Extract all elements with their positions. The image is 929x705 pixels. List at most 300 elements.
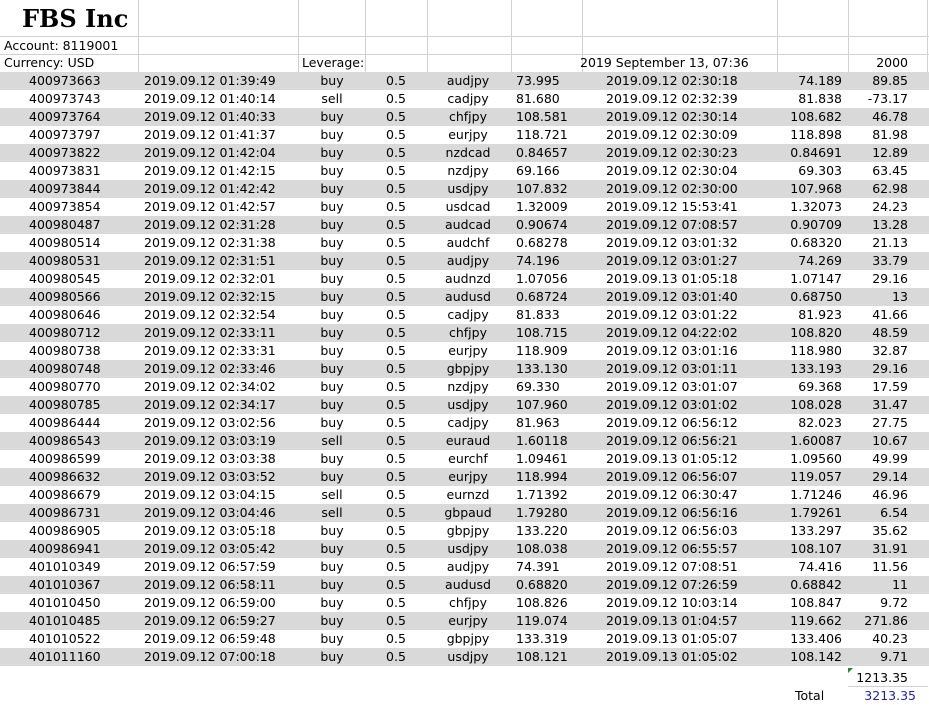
open-time-cell: 2019.09.12 06:59:27 — [144, 613, 276, 628]
open-time-cell: 2019.09.12 06:58:11 — [144, 577, 276, 592]
profit-cell: 41.66 — [872, 307, 908, 322]
open-price-cell: 1.79280 — [516, 505, 568, 520]
table-row — [0, 522, 929, 540]
symbol-cell: gbpjpy — [446, 361, 490, 376]
close-time-cell: 2019.09.12 06:56:12 — [606, 415, 738, 430]
close-time-cell: 2019.09.12 03:01:27 — [606, 253, 738, 268]
grid-line — [0, 54, 929, 55]
ticket-cell: 400980514 — [29, 235, 101, 250]
ticket-cell: 400980531 — [29, 253, 101, 268]
profit-cell: 29.16 — [872, 271, 908, 286]
open-time-cell: 2019.09.12 01:42:04 — [144, 145, 276, 160]
close-time-cell: 2019.09.12 03:01:07 — [606, 379, 738, 394]
open-price-cell: 118.721 — [516, 127, 568, 142]
open-price-cell: 69.166 — [516, 163, 560, 178]
close-price-cell: 133.193 — [790, 361, 842, 376]
close-price-cell: 108.142 — [790, 649, 842, 664]
size-cell: 0.5 — [386, 433, 406, 448]
profit-cell: 46.78 — [872, 109, 908, 124]
profit-cell: 46.96 — [872, 487, 908, 502]
close-price-cell: 119.057 — [790, 469, 842, 484]
size-cell: 0.5 — [386, 307, 406, 322]
open-time-cell: 2019.09.12 02:31:38 — [144, 235, 276, 250]
symbol-cell: nzdjpy — [447, 379, 489, 394]
table-row — [0, 90, 929, 108]
size-cell: 0.5 — [386, 451, 406, 466]
size-cell: 0.5 — [386, 289, 406, 304]
profit-cell: 81.98 — [872, 127, 908, 142]
close-price-cell: 108.820 — [790, 325, 842, 340]
symbol-cell: audnzd — [445, 271, 491, 286]
size-cell: 0.5 — [386, 613, 406, 628]
profit-cell: 31.47 — [872, 397, 908, 412]
type-cell: buy — [320, 379, 344, 394]
close-time-cell: 2019.09.12 03:01:32 — [606, 235, 738, 250]
type-cell: buy — [320, 325, 344, 340]
close-time-cell: 2019.09.12 02:30:00 — [606, 181, 738, 196]
profit-cell: 31.91 — [872, 541, 908, 556]
profit-cell: 9.72 — [880, 595, 908, 610]
profit-cell: 13.28 — [872, 217, 908, 232]
open-time-cell: 2019.09.12 01:42:42 — [144, 181, 276, 196]
profit-cell: 6.54 — [880, 505, 908, 520]
ticket-cell: 400986444 — [29, 415, 101, 430]
type-cell: buy — [320, 73, 344, 88]
table-row — [0, 342, 929, 360]
table-row — [0, 648, 929, 666]
profit-cell: 17.59 — [872, 379, 908, 394]
open-time-cell: 2019.09.12 01:42:57 — [144, 199, 276, 214]
ticket-cell: 400973831 — [29, 163, 101, 178]
symbol-cell: cadjpy — [447, 91, 489, 106]
table-row — [0, 108, 929, 126]
close-price-cell: 69.303 — [798, 163, 842, 178]
table-row — [0, 594, 929, 612]
ticket-cell: 401010349 — [29, 559, 101, 574]
close-price-cell: 108.847 — [790, 595, 842, 610]
close-price-cell: 118.980 — [790, 343, 842, 358]
close-time-cell: 2019.09.13 01:04:57 — [606, 613, 738, 628]
type-cell: sell — [321, 487, 343, 502]
profit-cell: -73.17 — [867, 91, 908, 106]
ticket-cell: 400980646 — [29, 307, 101, 322]
type-cell: buy — [320, 217, 344, 232]
type-cell: buy — [320, 271, 344, 286]
close-price-cell: 81.838 — [798, 91, 842, 106]
table-row — [0, 378, 929, 396]
open-price-cell: 74.391 — [516, 559, 560, 574]
size-cell: 0.5 — [386, 127, 406, 142]
open-time-cell: 2019.09.12 06:57:59 — [144, 559, 276, 574]
open-price-cell: 133.130 — [516, 361, 568, 376]
size-cell: 0.5 — [386, 145, 406, 160]
size-cell: 0.5 — [386, 487, 406, 502]
open-time-cell: 2019.09.12 03:05:42 — [144, 541, 276, 556]
table-row — [0, 486, 929, 504]
profit-cell: 271.86 — [864, 613, 908, 628]
ticket-cell: 400986731 — [29, 505, 101, 520]
type-cell: sell — [321, 91, 343, 106]
open-price-cell: 74.196 — [516, 253, 560, 268]
ticket-cell: 400980770 — [29, 379, 101, 394]
type-cell: buy — [320, 289, 344, 304]
size-cell: 0.5 — [386, 523, 406, 538]
table-row — [0, 306, 929, 324]
profit-cell: 29.16 — [872, 361, 908, 376]
ticket-cell: 400973663 — [29, 73, 101, 88]
close-time-cell: 2019.09.12 02:30:09 — [606, 127, 738, 142]
open-price-cell: 0.68278 — [516, 235, 568, 250]
open-time-cell: 2019.09.12 02:33:11 — [144, 325, 276, 340]
close-time-cell: 2019.09.12 02:30:14 — [606, 109, 738, 124]
symbol-cell: usdjpy — [447, 397, 489, 412]
profit-cell: 63.45 — [872, 163, 908, 178]
close-price-cell: 1.09560 — [790, 451, 842, 466]
size-cell: 0.5 — [386, 631, 406, 646]
close-price-cell: 107.968 — [790, 181, 842, 196]
close-price-cell: 108.107 — [790, 541, 842, 556]
symbol-cell: nzdjpy — [447, 163, 489, 178]
trades-table — [0, 72, 929, 666]
close-price-cell: 0.84691 — [790, 145, 842, 160]
ticket-cell: 400973743 — [29, 91, 101, 106]
type-cell: sell — [321, 433, 343, 448]
type-cell: buy — [320, 577, 344, 592]
open-price-cell: 108.581 — [516, 109, 568, 124]
type-cell: buy — [320, 181, 344, 196]
open-time-cell: 2019.09.12 02:33:31 — [144, 343, 276, 358]
close-time-cell: 2019.09.12 02:32:39 — [606, 91, 738, 106]
profit-cell: 33.79 — [872, 253, 908, 268]
symbol-cell: cadjpy — [447, 415, 489, 430]
close-time-cell: 2019.09.12 03:01:40 — [606, 289, 738, 304]
symbol-cell: audchf — [446, 235, 490, 250]
open-time-cell: 2019.09.12 02:32:54 — [144, 307, 276, 322]
open-time-cell: 2019.09.12 01:39:49 — [144, 73, 276, 88]
profit-cell: 9.71 — [880, 649, 908, 664]
size-cell: 0.5 — [386, 577, 406, 592]
symbol-cell: eurchf — [448, 451, 488, 466]
size-cell: 0.5 — [386, 595, 406, 610]
table-row — [0, 234, 929, 252]
size-cell: 0.5 — [386, 469, 406, 484]
table-row — [0, 540, 929, 558]
close-time-cell: 2019.09.12 02:30:23 — [606, 145, 738, 160]
total-label: Total — [795, 688, 825, 703]
open-time-cell: 2019.09.12 03:05:18 — [144, 523, 276, 538]
symbol-cell: audjpy — [446, 253, 490, 268]
table-row — [0, 72, 929, 90]
open-time-cell: 2019.09.12 01:40:33 — [144, 109, 276, 124]
size-cell: 0.5 — [386, 415, 406, 430]
open-price-cell: 1.07056 — [516, 271, 568, 286]
table-row — [0, 576, 929, 594]
close-price-cell: 1.32073 — [790, 199, 842, 214]
type-cell: buy — [320, 613, 344, 628]
profit-cell: 32.87 — [872, 343, 908, 358]
type-cell: buy — [320, 163, 344, 178]
open-time-cell: 2019.09.12 03:03:38 — [144, 451, 276, 466]
profit-cell: 11.56 — [872, 559, 908, 574]
ticket-cell: 401010450 — [29, 595, 101, 610]
close-price-cell: 0.68842 — [790, 577, 842, 592]
account-label: Account: 8119001 — [4, 38, 119, 53]
profit-cell: 62.98 — [872, 181, 908, 196]
size-cell: 0.5 — [386, 91, 406, 106]
table-row — [0, 162, 929, 180]
type-cell: buy — [320, 631, 344, 646]
open-price-cell: 108.826 — [516, 595, 568, 610]
open-time-cell: 2019.09.12 02:34:02 — [144, 379, 276, 394]
close-price-cell: 133.406 — [790, 631, 842, 646]
profit-cell: 10.67 — [872, 433, 908, 448]
profit-cell: 89.85 — [872, 73, 908, 88]
close-time-cell: 2019.09.13 01:05:07 — [606, 631, 738, 646]
open-price-cell: 73.995 — [516, 73, 560, 88]
profit-cell: 35.62 — [872, 523, 908, 538]
size-cell: 0.5 — [386, 361, 406, 376]
close-price-cell: 133.297 — [790, 523, 842, 538]
close-price-cell: 0.68320 — [790, 235, 842, 250]
ticket-cell: 401010485 — [29, 613, 101, 628]
close-price-cell: 118.898 — [790, 127, 842, 142]
size-cell: 0.5 — [386, 181, 406, 196]
size-cell: 0.5 — [386, 271, 406, 286]
table-row — [0, 270, 929, 288]
profit-cell: 48.59 — [872, 325, 908, 340]
symbol-cell: chfjpy — [448, 325, 487, 340]
size-cell: 0.5 — [386, 505, 406, 520]
size-cell: 0.5 — [386, 217, 406, 232]
type-cell: buy — [320, 559, 344, 574]
symbol-cell: gbpjpy — [446, 631, 490, 646]
type-cell: buy — [320, 523, 344, 538]
open-time-cell: 2019.09.12 03:04:15 — [144, 487, 276, 502]
ticket-cell: 401010367 — [29, 577, 101, 592]
type-cell: buy — [320, 649, 344, 664]
deposit-value: 2000 — [876, 55, 908, 70]
table-row — [0, 396, 929, 414]
subtotal-value: 1213.35 — [856, 670, 908, 685]
open-price-cell: 119.074 — [516, 613, 568, 628]
ticket-cell: 401011160 — [29, 649, 101, 664]
open-price-cell: 108.121 — [516, 649, 568, 664]
size-cell: 0.5 — [386, 253, 406, 268]
size-cell: 0.5 — [386, 235, 406, 250]
close-time-cell: 2019.09.12 07:26:59 — [606, 577, 738, 592]
open-time-cell: 2019.09.12 03:03:19 — [144, 433, 276, 448]
table-row — [0, 450, 929, 468]
type-cell: buy — [320, 541, 344, 556]
table-row — [0, 558, 929, 576]
open-time-cell: 2019.09.12 01:42:15 — [144, 163, 276, 178]
type-cell: buy — [320, 127, 344, 142]
close-price-cell: 0.68750 — [790, 289, 842, 304]
type-cell: buy — [320, 343, 344, 358]
open-time-cell: 2019.09.12 06:59:48 — [144, 631, 276, 646]
open-time-cell: 2019.09.12 02:34:17 — [144, 397, 276, 412]
profit-cell: 49.99 — [872, 451, 908, 466]
grid-line — [0, 36, 929, 37]
close-time-cell: 2019.09.12 15:53:41 — [606, 199, 738, 214]
ticket-cell: 400980712 — [29, 325, 101, 340]
symbol-cell: audjpy — [446, 559, 490, 574]
size-cell: 0.5 — [386, 559, 406, 574]
close-price-cell: 108.682 — [790, 109, 842, 124]
close-time-cell: 2019.09.13 01:05:12 — [606, 451, 738, 466]
open-price-cell: 69.330 — [516, 379, 560, 394]
ticket-cell: 400980487 — [29, 217, 101, 232]
ticket-cell: 400973764 — [29, 109, 101, 124]
open-time-cell: 2019.09.12 02:32:15 — [144, 289, 276, 304]
close-time-cell: 2019.09.12 07:08:57 — [606, 217, 738, 232]
close-price-cell: 74.269 — [798, 253, 842, 268]
symbol-cell: eurnzd — [446, 487, 490, 502]
table-row — [0, 288, 929, 306]
type-cell: buy — [320, 361, 344, 376]
symbol-cell: gbpjpy — [446, 523, 490, 538]
type-cell: buy — [320, 595, 344, 610]
table-row — [0, 126, 929, 144]
size-cell: 0.5 — [386, 379, 406, 394]
size-cell: 0.5 — [386, 199, 406, 214]
open-price-cell: 118.994 — [516, 469, 568, 484]
close-time-cell: 2019.09.12 02:30:18 — [606, 73, 738, 88]
ticket-cell: 400986632 — [29, 469, 101, 484]
table-row — [0, 360, 929, 378]
close-price-cell: 82.023 — [798, 415, 842, 430]
open-price-cell: 118.909 — [516, 343, 568, 358]
report-date: 2019 September 13, 07:36 — [580, 55, 749, 70]
type-cell: buy — [320, 451, 344, 466]
type-cell: buy — [320, 109, 344, 124]
symbol-cell: chfjpy — [448, 109, 487, 124]
ticket-cell: 400986941 — [29, 541, 101, 556]
table-row — [0, 198, 929, 216]
symbol-cell: eurjpy — [448, 613, 488, 628]
close-time-cell: 2019.09.12 06:30:47 — [606, 487, 738, 502]
close-price-cell: 81.923 — [798, 307, 842, 322]
symbol-cell: audcad — [445, 217, 491, 232]
symbol-cell: eurjpy — [448, 127, 488, 142]
close-time-cell: 2019.09.12 06:56:21 — [606, 433, 738, 448]
symbol-cell: usdjpy — [447, 181, 489, 196]
ticket-cell: 401010522 — [29, 631, 101, 646]
open-price-cell: 133.220 — [516, 523, 568, 538]
symbol-cell: eurjpy — [448, 469, 488, 484]
close-price-cell: 0.90709 — [790, 217, 842, 232]
close-price-cell: 1.07147 — [790, 271, 842, 286]
ticket-cell: 400986679 — [29, 487, 101, 502]
symbol-cell: audusd — [445, 577, 491, 592]
open-price-cell: 107.832 — [516, 181, 568, 196]
ticket-cell: 400973854 — [29, 199, 101, 214]
open-price-cell: 1.09461 — [516, 451, 568, 466]
close-price-cell: 74.416 — [798, 559, 842, 574]
table-row — [0, 324, 929, 342]
type-cell: buy — [320, 199, 344, 214]
type-cell: buy — [320, 397, 344, 412]
open-time-cell: 2019.09.12 02:32:01 — [144, 271, 276, 286]
symbol-cell: chfjpy — [448, 595, 487, 610]
close-time-cell: 2019.09.12 04:22:02 — [606, 325, 738, 340]
symbol-cell: usdjpy — [447, 541, 489, 556]
table-row — [0, 252, 929, 270]
open-time-cell: 2019.09.12 06:59:00 — [144, 595, 276, 610]
close-time-cell: 2019.09.12 03:01:11 — [606, 361, 738, 376]
profit-cell: 11 — [892, 577, 908, 592]
close-price-cell: 119.662 — [790, 613, 842, 628]
symbol-cell: nzdcad — [445, 145, 491, 160]
company-title: FBS Inc — [22, 4, 129, 33]
ticket-cell: 400980748 — [29, 361, 101, 376]
size-cell: 0.5 — [386, 109, 406, 124]
close-time-cell: 2019.09.12 03:01:16 — [606, 343, 738, 358]
open-time-cell: 2019.09.12 02:31:28 — [144, 217, 276, 232]
type-cell: buy — [320, 253, 344, 268]
open-price-cell: 1.32009 — [516, 199, 568, 214]
open-price-cell: 0.68724 — [516, 289, 568, 304]
ticket-cell: 400986905 — [29, 523, 101, 538]
total-value: 3213.35 — [864, 688, 916, 703]
close-time-cell: 2019.09.12 06:56:16 — [606, 505, 738, 520]
close-time-cell: 2019.09.13 01:05:02 — [606, 649, 738, 664]
ticket-cell: 400973844 — [29, 181, 101, 196]
open-time-cell: 2019.09.12 01:41:37 — [144, 127, 276, 142]
close-time-cell: 2019.09.12 06:56:03 — [606, 523, 738, 538]
close-price-cell: 1.79261 — [790, 505, 842, 520]
table-row — [0, 216, 929, 234]
ticket-cell: 400973797 — [29, 127, 101, 142]
open-time-cell: 2019.09.12 02:33:46 — [144, 361, 276, 376]
open-price-cell: 108.715 — [516, 325, 568, 340]
ticket-cell: 400980545 — [29, 271, 101, 286]
close-time-cell: 2019.09.12 03:01:22 — [606, 307, 738, 322]
open-price-cell: 107.960 — [516, 397, 568, 412]
symbol-cell: gbpaud — [444, 505, 492, 520]
symbol-cell: eurjpy — [448, 343, 488, 358]
open-price-cell: 1.60118 — [516, 433, 568, 448]
close-time-cell: 2019.09.12 02:30:04 — [606, 163, 738, 178]
type-cell: buy — [320, 415, 344, 430]
table-row — [0, 630, 929, 648]
open-price-cell: 108.038 — [516, 541, 568, 556]
size-cell: 0.5 — [386, 73, 406, 88]
open-time-cell: 2019.09.12 03:02:56 — [144, 415, 276, 430]
open-time-cell: 2019.09.12 03:03:52 — [144, 469, 276, 484]
type-cell: sell — [321, 505, 343, 520]
profit-cell: 13 — [892, 289, 908, 304]
ticket-cell: 400973822 — [29, 145, 101, 160]
size-cell: 0.5 — [386, 163, 406, 178]
symbol-cell: cadjpy — [447, 307, 489, 322]
open-price-cell: 0.90674 — [516, 217, 568, 232]
type-cell: buy — [320, 145, 344, 160]
size-cell: 0.5 — [386, 325, 406, 340]
profit-cell: 21.13 — [872, 235, 908, 250]
symbol-cell: audjpy — [446, 73, 490, 88]
close-price-cell: 74.189 — [798, 73, 842, 88]
ticket-cell: 400980738 — [29, 343, 101, 358]
close-time-cell: 2019.09.13 01:05:18 — [606, 271, 738, 286]
type-cell: buy — [320, 307, 344, 322]
profit-cell: 12.89 — [872, 145, 908, 160]
ticket-cell: 400980785 — [29, 397, 101, 412]
symbol-cell: euraud — [445, 433, 491, 448]
profit-cell: 40.23 — [872, 631, 908, 646]
open-time-cell: 2019.09.12 01:40:14 — [144, 91, 276, 106]
symbol-cell: audusd — [445, 289, 491, 304]
